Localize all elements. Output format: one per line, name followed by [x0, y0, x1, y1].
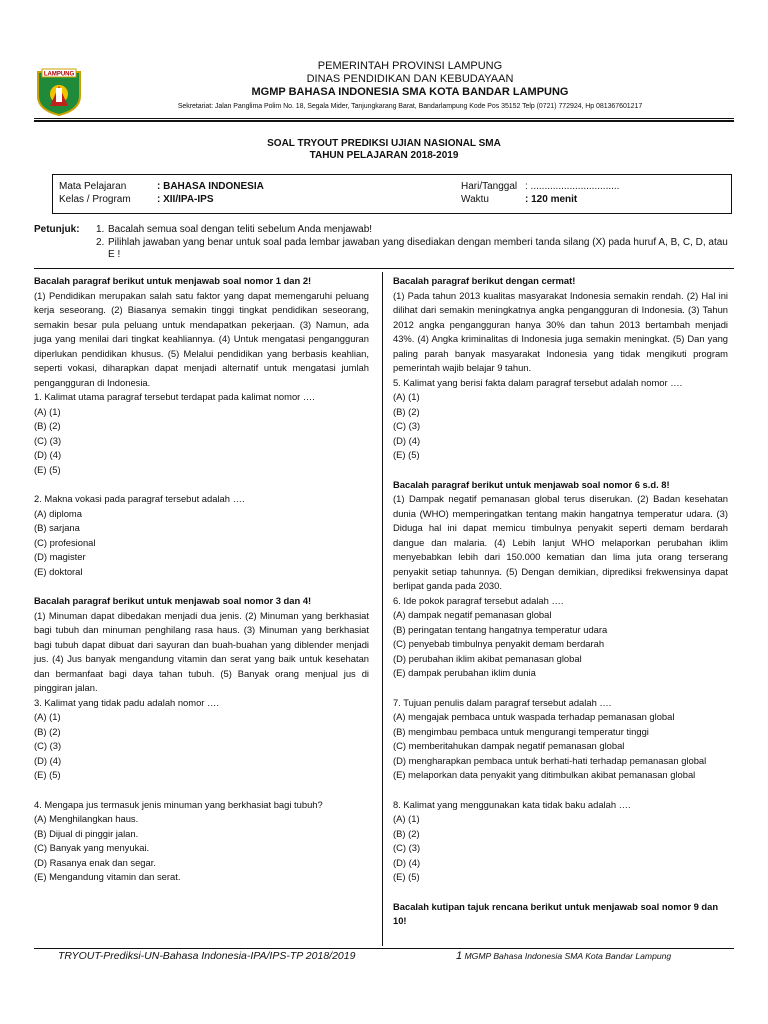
- instruction-item: 2. Pilihlah jawaban yang benar untuk soal pada lembar jawaban yang disediakan dengan memberi tanda silang (X) pada huruf A, B, C, D, atau E !: [96, 236, 728, 260]
- question-3: [34, 696, 369, 783]
- answer-option: (A) dampak negatif pemanasan global: [393, 609, 552, 620]
- answer-option: (B) (2): [393, 405, 420, 417]
- answer-option: (E) (5): [393, 449, 420, 460]
- question-5: [393, 376, 728, 463]
- reading-paragraph: (1) Minuman dapat dibedakan menjadi dua jenis. (2) Minuman yang berkhasiat bagi tubuh dan minuman penghilang rasa haus. (3) Minuman yang berkhasiat bagi tubuh dapat dibuat dari sayuran dan buah-buahan yang diblender menjadi jus. (4) Jus banyak mengandung vitamin dan serat yang baik untuk kesehatan dan bermanfaat bagi daya tahan tubuh. (5) Banyak orang menjual jus di pinggiran jalan.: [34, 609, 369, 693]
- answer-option: (A) (1): [34, 711, 61, 722]
- page-number: 1: [456, 950, 463, 962]
- section-heading: Bacalah paragraf berikut untuk menjawab soal nomor 6 s.d. 8!: [393, 478, 670, 490]
- footer-document-name: TRYOUT-Prediksi-UN-Bahasa Indonesia-IPA/IPS-TP 2018/2019: [58, 950, 356, 962]
- department-name: DINAS PENDIDIKAN DAN KEBUDAYAAN: [306, 73, 514, 85]
- footer-organization: MGMP Bahasa Indonesia SMA Kota Bandar Lampung: [462, 951, 672, 961]
- class-value: : XII/IPA-IPS: [157, 194, 214, 205]
- question-text: 3. Kalimat yang tidak padu adalah nomor ….: [34, 696, 220, 708]
- question-text: 5. Kalimat yang berisi fakta dalam paragraf tersebut adalah nomor ….: [393, 376, 683, 388]
- question-text: 8. Kalimat yang menggunakan kata tidak baku adalah ….: [393, 798, 631, 810]
- organization-name: MGMP BAHASA INDONESIA SMA KOTA BANDAR LAMPUNG: [251, 86, 569, 98]
- instructions-label: Petunjuk:: [34, 224, 80, 235]
- section-heading: Bacalah paragraf berikut untuk menjawab soal nomor 3 dan 4!: [34, 595, 312, 606]
- instruction-item: 1. Bacalah semua soal dengan teliti sebelum Anda menjawab!: [96, 224, 373, 235]
- question-text: 6. Ide pokok paragraf tersebut adalah ….: [393, 594, 564, 606]
- answer-option: (A) Menghilangkan haus.: [34, 813, 139, 824]
- answer-option: (C) penyebab timbulnya penyakit demam berdarah: [393, 638, 605, 649]
- question-6: [393, 594, 728, 681]
- column-divider: [382, 272, 383, 946]
- answer-option: (B) (2): [34, 725, 61, 737]
- answer-option: (A) diploma: [34, 507, 82, 519]
- question-8: [393, 798, 728, 885]
- answer-option: (A) (1): [34, 405, 61, 417]
- instructions-rule: [34, 268, 734, 269]
- question-2: [34, 492, 369, 579]
- lampung-emblem-icon: [36, 66, 82, 116]
- reading-paragraph: (1) Pendidikan merupakan salah satu faktor yang dapat memengaruhi peluang kerja seseorang. (2) Biasanya semakin tinggi tingkat pendidikan seseorang, semakin besar pula peluang untuk mendapatkan pekerjaan. (3) Namun, ada juga yang menilai dari tingkat keahliannya. (4) Untuk mengatasi pengangguran diperlukan pendidikan khusus. (5) Melalui pendidikan yang berbasis keahlian, seperti vokasi, diharapkan dapat menjadi alternatif untuk mengatasi jumlah pengangguran di Indonesia.: [34, 289, 369, 388]
- answer-option: (E) (5): [34, 463, 61, 475]
- answer-option: (C) memberitahukan dampak negatif pemanasan global: [393, 740, 625, 751]
- answer-option: (E) melaporkan data penyakit yang ditimbulkan akibat pemanasan global: [393, 769, 696, 780]
- answer-option: (E) doktoral: [34, 565, 83, 577]
- answer-option: (D) (4): [34, 449, 62, 460]
- subject-label: Mata Pelajaran: [59, 181, 127, 192]
- answer-option: (C) (3): [393, 842, 421, 853]
- secretariat-address: Sekretariat: Jalan Panglima Polim No. 18, Segala Mider, Tanjungkarang Barat, Bandarlampung Kode Pos 35152 Telp (0721) 772924, Hp 081367601217: [177, 103, 643, 110]
- answer-option: (E) dampak perubahan iklim dunia: [393, 667, 536, 678]
- answer-option: (B) (2): [393, 827, 420, 839]
- letterhead: [90, 60, 730, 113]
- answer-option: (B) sarjana: [34, 522, 80, 533]
- reading-paragraph: (1) Pada tahun 2013 kualitas masyarakat Indonesia semakin rendah. (2) Hal ini dilihat dari semakin meningkatnya angka pengangguran di Indonesia. (3) Tahun 2012 angka pengangguran hanya 30% dan tahun 2013 bertambah menjadi 43%. (4) Angka kriminalitas di Indonesia juga semakin meningkat. (5) Dan yang paling parah banyak masyarakat Indonesia yang tidak mengikuti program pemerintah wajib belajar 9 tahun.: [393, 289, 728, 373]
- question-text: 1. Kalimat utama paragraf tersebut terdapat pada kalimat nomor ….: [34, 391, 315, 402]
- answer-option: (D) perubahan iklim akibat pemanasan global: [393, 652, 582, 664]
- answer-option: (B) (2): [34, 420, 61, 431]
- government-name: PEMERINTAH PROVINSI LAMPUNG: [317, 60, 503, 72]
- answer-option: (B) mengimbau pembaca untuk mengurangi temperatur tinggi: [393, 725, 649, 737]
- answer-option: (A) (1): [393, 391, 420, 402]
- answer-option: (C) profesional: [34, 536, 96, 548]
- answer-option: (D) Rasanya enak dan segar.: [34, 856, 156, 868]
- question-text: 2. Makna vokasi pada paragraf tersebut adalah ….: [34, 493, 245, 504]
- class-label: Kelas / Program: [59, 194, 131, 205]
- right-column: [393, 274, 728, 929]
- answer-option: (D) (4): [393, 856, 421, 868]
- answer-option: (C) Banyak yang menyukai.: [34, 842, 150, 853]
- section-heading: Bacalah kutipan tajuk rencana berikut untuk menjawab soal nomor 9 dan 10!: [393, 900, 719, 926]
- time-label: Waktu: [461, 194, 489, 205]
- answer-option: (E) (5): [393, 871, 420, 882]
- left-column: [34, 274, 369, 885]
- svg-text:LAMPUNG: LAMPUNG: [43, 71, 75, 78]
- answer-option: (C) (3): [34, 740, 62, 751]
- answer-option: (D) (4): [34, 754, 62, 766]
- question-7: [393, 696, 728, 783]
- exam-title: SOAL TRYOUT PREDIKSI UJIAN NASIONAL SMA: [267, 138, 501, 149]
- footer-page-info: [456, 950, 671, 962]
- question-text: 4. Mengapa jus termasuk jenis minuman yang berkhasiat bagi tubuh?: [34, 798, 323, 810]
- answer-option: (B) peringatan tentang hangatnya temperatur udara: [393, 623, 608, 635]
- letterhead-rule-thick: [34, 118, 734, 119]
- date-label: Hari/Tanggal: [461, 181, 518, 192]
- question-1: [34, 390, 369, 477]
- answer-option: (D) (4): [393, 434, 421, 446]
- answer-option: (D) magister: [34, 551, 86, 562]
- answer-option: (A) (1): [393, 813, 420, 824]
- question-4: [34, 798, 369, 885]
- question-text: 7. Tujuan penulis dalam paragraf tersebut adalah ….: [393, 696, 612, 708]
- section-heading: Bacalah paragraf berikut untuk menjawab soal nomor 1 dan 2!: [34, 275, 312, 286]
- answer-option: (E) Mengandung vitamin dan serat.: [34, 871, 181, 882]
- answer-option: (C) (3): [34, 434, 62, 446]
- date-value: : ................................: [525, 181, 620, 192]
- answer-option: (A) mengajak pembaca untuk waspada terhadap pemanasan global: [393, 711, 675, 722]
- answer-option: (D) mengharapkan pembaca untuk berhati-hati terhadap pemanasan global: [393, 754, 707, 766]
- academic-year: TAHUN PELAJARAN 2018-2019: [309, 150, 459, 161]
- time-value: : 120 menit: [525, 194, 578, 205]
- subject-value: : BAHASA INDONESIA: [157, 181, 264, 192]
- answer-option: (B) Dijual di pinggir jalan.: [34, 827, 139, 839]
- letterhead-rule: [34, 120, 734, 122]
- exam-info-box: [52, 174, 732, 214]
- reading-paragraph: (1) Dampak negatif pemanasan global terus diserukan. (2) Badan kesehatan dunia (WHO) memperingatkan tentang makin hangatnya temperatur udara. (3) Diduga hal ini dapat memicu timbulnya penyakit seperti demam berdarah dangue dan malaria. (4) Lebih lanjut WHO melaporkan perubahan iklim menyebabkan lebih dari 150.000 kematian dan lima juta orang terserang penyakit setiap tahunnya. (5) Dengan demikian, diprediksi frekwensinya dapat berlipat ganda pada 2030.: [393, 493, 728, 591]
- answer-option: (C) (3): [393, 420, 421, 431]
- answer-option: (E) (5): [34, 769, 61, 780]
- footer-rule: [34, 948, 734, 949]
- section-heading: Bacalah paragraf berikut dengan cermat!: [393, 275, 576, 286]
